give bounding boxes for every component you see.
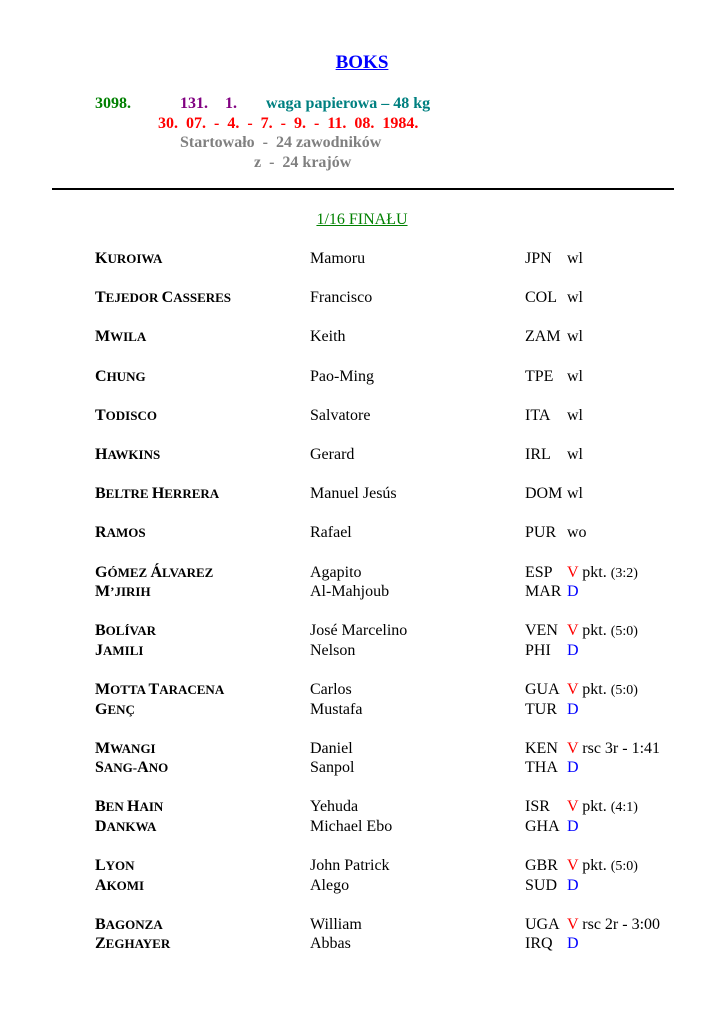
country-code: IRL [525, 446, 551, 463]
surname-rest: AWKINS [107, 447, 161, 462]
country-code: GUA [525, 681, 560, 698]
athlete-surname [95, 583, 151, 601]
victory-mark: V [567, 798, 579, 815]
country-code: UGA [525, 916, 560, 933]
athlete-given-name: Francisco [310, 289, 373, 306]
surname-rest: AIN [139, 799, 164, 814]
surname-initial: K [95, 250, 108, 267]
defeat-mark: D [567, 935, 579, 952]
result-row [0, 818, 724, 838]
judges-score: (5:0) [610, 683, 638, 698]
surname-initial: D [95, 818, 107, 835]
athlete-given-name: William [310, 916, 362, 933]
country-code: THA [525, 759, 558, 776]
athlete-surname [95, 877, 144, 895]
bout-result [567, 564, 638, 582]
athlete-given-name: Manuel Jesús [310, 485, 397, 502]
surname-rest: AGONZA [105, 917, 163, 932]
page-title: BOKS [335, 52, 389, 73]
result-row [0, 759, 724, 779]
surname-rest: EN [105, 799, 127, 814]
result-detail: wl [567, 485, 583, 502]
result-detail: wo [567, 524, 587, 541]
athlete-surname [95, 681, 224, 699]
surname-rest: ELTRE [105, 486, 152, 501]
result-row [0, 935, 724, 955]
athlete-surname [95, 759, 168, 777]
surname-rest: YON [105, 858, 135, 873]
country-code: PHI [525, 642, 551, 659]
athlete-given-name: Carlos [310, 681, 352, 698]
defeat-mark: D [567, 818, 579, 835]
bout-result [567, 759, 579, 777]
result-detail: pkt. [578, 857, 611, 874]
surname-initial: L [95, 857, 106, 874]
result-row [0, 485, 724, 505]
result-row [0, 250, 724, 270]
athlete-given-name: Gerard [310, 446, 355, 463]
country-code: MAR [525, 583, 562, 600]
bout-result [567, 289, 583, 307]
surname-initial: B [95, 916, 106, 933]
athlete-surname [95, 524, 146, 542]
athlete-given-name: Abbas [310, 935, 351, 952]
result-detail: wl [567, 446, 583, 463]
defeat-mark: D [567, 583, 579, 600]
surname-initial: A [95, 877, 107, 894]
victory-mark: V [567, 681, 579, 698]
result-row [0, 583, 724, 603]
athlete-surname [95, 740, 156, 758]
result-detail: pkt. [578, 681, 611, 698]
surname-initial: A [137, 759, 149, 776]
victory-mark: V [567, 622, 579, 639]
athlete-surname [95, 916, 163, 934]
victory-mark: V [567, 564, 579, 581]
country-code: JPN [525, 250, 552, 267]
surname-initial: J [95, 642, 103, 659]
defeat-mark: D [567, 701, 579, 718]
bout-result [567, 681, 638, 699]
result-row [0, 622, 724, 642]
athlete-surname [95, 446, 160, 464]
surname-initial: B [95, 485, 106, 502]
surname-rest: ERRERA [164, 486, 220, 501]
athlete-surname [95, 289, 231, 307]
surname-initial: B [95, 622, 106, 639]
surname-initial: Z [95, 935, 106, 952]
athlete-given-name: Daniel [310, 740, 353, 757]
athlete-surname [95, 701, 135, 719]
result-row [0, 524, 724, 544]
result-detail: rsc 2r - 3:00 [578, 916, 661, 933]
surname-initial: G [95, 701, 108, 718]
athlete-given-name: Nelson [310, 642, 356, 659]
athlete-surname [95, 368, 146, 386]
bout-result [567, 935, 579, 953]
result-detail: wl [567, 328, 583, 345]
surname-rest: ODISCO [105, 408, 157, 423]
surname-rest: OTTA [110, 682, 149, 697]
surname-initial: H [95, 446, 108, 463]
country-code: IRQ [525, 935, 553, 952]
country-code: GBR [525, 857, 558, 874]
athlete-given-name: Alego [310, 877, 350, 894]
country-code: TPE [525, 368, 554, 385]
athlete-given-name: Mustafa [310, 701, 363, 718]
defeat-mark: D [567, 759, 579, 776]
bout-result [567, 857, 638, 875]
athlete-surname [95, 642, 143, 660]
country-code: DOM [525, 485, 563, 502]
country-code: KEN [525, 740, 558, 757]
result-row [0, 368, 724, 388]
bout-result [567, 740, 660, 758]
country-code: ITA [525, 407, 551, 424]
judges-score: (3:2) [610, 566, 638, 581]
bout-result [567, 583, 579, 601]
edition-number: 131. [180, 95, 208, 112]
surname-rest: HUNG [106, 369, 146, 384]
result-detail: wl [567, 289, 583, 306]
bout-result [567, 328, 583, 346]
bout-result [567, 368, 583, 386]
result-detail: wl [567, 407, 583, 424]
competitors-count: Startowało - 24 zawodników [180, 134, 382, 151]
result-detail: pkt. [578, 798, 611, 815]
result-detail: rsc 3r - 1:41 [578, 740, 661, 757]
result-row [0, 289, 724, 309]
surname-initial: T [148, 681, 160, 698]
result-row [0, 328, 724, 348]
event-dates: 30. 07. - 4. - 7. - 9. - 11. 08. 1984. [158, 115, 419, 132]
bout-result [567, 916, 660, 934]
result-row [0, 857, 724, 877]
athlete-given-name: Michael Ebo [310, 818, 393, 835]
round-title: 1/16 FINAŁU [316, 211, 408, 228]
countries-count: z - 24 krajów [254, 154, 352, 171]
surname-initial: C [161, 289, 174, 306]
surname-rest: ARACENA [159, 682, 225, 697]
result-row [0, 701, 724, 721]
surname-rest: OLÍVAR [105, 623, 157, 638]
surname-rest: ANG- [103, 760, 138, 775]
surname-initial: T [95, 289, 106, 306]
athlete-given-name: Keith [310, 328, 346, 345]
surname-rest: LVAREZ [162, 565, 214, 580]
bout-result [567, 701, 579, 719]
country-code: PUR [525, 524, 557, 541]
surname-rest: UROIWA [107, 251, 163, 266]
surname-rest: ASSERES [173, 290, 232, 305]
surname-rest: EJEDOR [105, 290, 162, 305]
result-row [0, 916, 724, 936]
surname-rest: WILA [110, 329, 147, 344]
athlete-given-name: Mamoru [310, 250, 366, 267]
country-code: ZAM [525, 328, 561, 345]
surname-initial: M [95, 328, 111, 345]
bout-result [567, 485, 583, 503]
judges-score: (4:1) [610, 800, 638, 815]
sub-number: 1. [225, 95, 237, 112]
country-code: COL [525, 289, 557, 306]
surname-initial: R [95, 524, 107, 541]
surname-rest: AMILI [103, 643, 144, 658]
result-detail: wl [567, 368, 583, 385]
surname-initial: T [95, 407, 106, 424]
defeat-mark: D [567, 877, 579, 894]
bout-result [567, 446, 583, 464]
athlete-given-name: Yehuda [310, 798, 359, 815]
result-detail: pkt. [578, 564, 611, 581]
surname-rest: KOMI [106, 878, 145, 893]
athlete-surname [95, 622, 156, 640]
victory-mark: V [567, 916, 579, 933]
surname-initial: M [95, 583, 111, 600]
bout-result [567, 818, 579, 836]
surname-rest: NO [148, 760, 169, 775]
athlete-surname [95, 935, 170, 953]
athlete-given-name: John Patrick [310, 857, 390, 874]
bout-result [567, 622, 638, 640]
surname-initial: C [95, 368, 107, 385]
bout-result [567, 642, 579, 660]
surname-initial: G [95, 564, 108, 581]
athlete-surname [95, 818, 156, 836]
country-code: TUR [525, 701, 557, 718]
header-divider [52, 188, 674, 190]
athlete-given-name: Rafael [310, 524, 352, 541]
bout-result [567, 877, 579, 895]
result-row [0, 798, 724, 818]
athlete-surname [95, 857, 135, 875]
surname-rest: WANGI [110, 741, 156, 756]
defeat-mark: D [567, 642, 579, 659]
surname-initial: H [126, 798, 140, 815]
judges-score: (5:0) [610, 624, 638, 639]
athlete-given-name: José Marcelino [310, 622, 408, 639]
surname-rest: AMOS [106, 525, 146, 540]
athlete-given-name: Pao-Ming [310, 368, 374, 385]
country-code: SUD [525, 877, 558, 894]
result-row [0, 642, 724, 662]
bout-result [567, 250, 583, 268]
country-code: GHA [525, 818, 560, 835]
bout-result [567, 524, 587, 542]
athlete-given-name: Agapito [310, 564, 362, 581]
result-detail: pkt. [578, 622, 611, 639]
surname-rest: ÓMEZ [107, 565, 151, 580]
surname-rest: ENÇ [107, 702, 135, 717]
athlete-given-name: Salvatore [310, 407, 371, 424]
bout-result [567, 407, 583, 425]
surname-rest: ANKWA [106, 819, 157, 834]
surname-initial: H [151, 485, 165, 502]
country-code: VEN [525, 622, 558, 639]
victory-mark: V [567, 740, 579, 757]
athlete-surname [95, 250, 162, 268]
surname-initial: M [95, 681, 111, 698]
surname-initial: M [95, 740, 111, 757]
result-row [0, 446, 724, 466]
victory-mark: V [567, 857, 579, 874]
surname-initial: Á [150, 564, 162, 581]
result-row [0, 407, 724, 427]
athlete-surname [95, 407, 157, 425]
surname-initial: S [95, 759, 104, 776]
surname-rest: EGHAYER [105, 936, 171, 951]
result-row [0, 740, 724, 760]
surname-rest: ’JIRIH [110, 584, 151, 599]
athlete-surname [95, 564, 213, 582]
athlete-given-name: Sanpol [310, 759, 355, 776]
result-row [0, 877, 724, 897]
country-code: ISR [525, 798, 550, 815]
athlete-surname [95, 328, 146, 346]
event-number: 3098. [95, 95, 131, 112]
bout-result [567, 798, 638, 816]
judges-score: (5:0) [610, 859, 638, 874]
result-detail: wl [567, 250, 583, 267]
athlete-surname [95, 798, 163, 816]
weight-category: waga papierowa – 48 kg [266, 95, 431, 112]
result-row [0, 681, 724, 701]
athlete-given-name: Al-Mahjoub [310, 583, 390, 600]
surname-initial: B [95, 798, 106, 815]
athlete-surname [95, 485, 219, 503]
country-code: ESP [525, 564, 553, 581]
result-row [0, 564, 724, 584]
